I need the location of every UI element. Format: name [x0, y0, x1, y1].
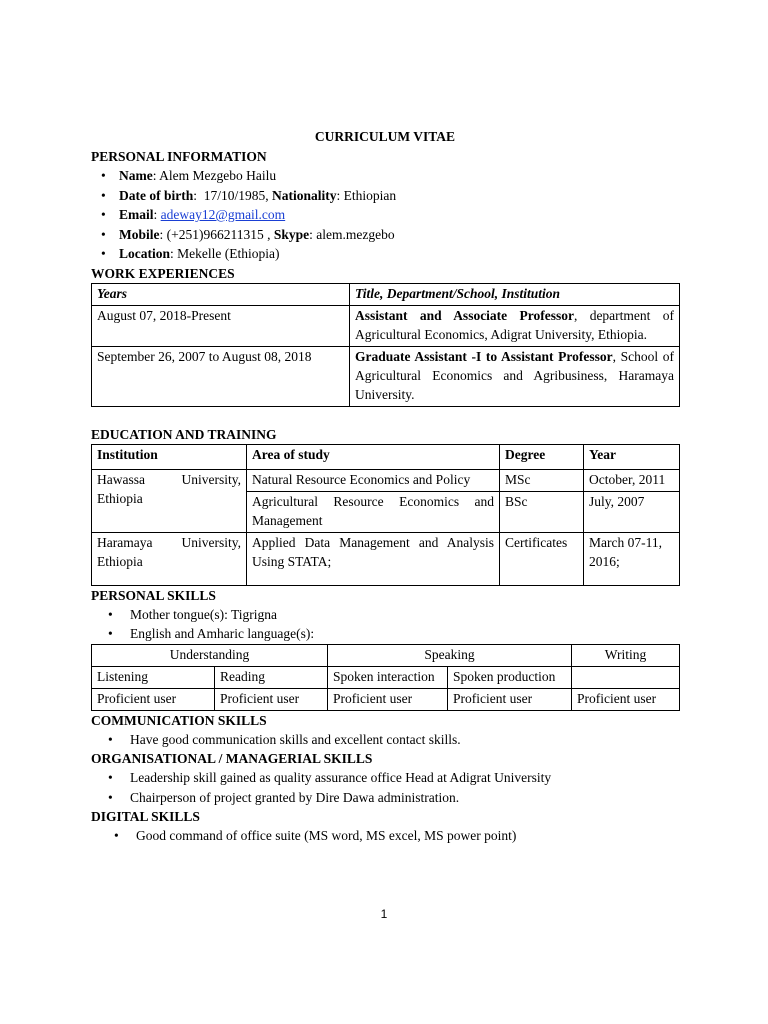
skype-value: : alem.mezgebo — [309, 226, 395, 242]
communication-skills-heading: COMMUNICATION SKILLS — [91, 712, 267, 728]
education-year: March 07-11, 2016; — [584, 532, 680, 585]
communication-skills-list — [91, 730, 679, 750]
skype-label: Skype — [273, 226, 310, 242]
personal-skills-heading: PERSONAL SKILLS — [91, 587, 216, 603]
speaking-header: Speaking — [328, 644, 572, 666]
list-item: • Chairperson of project granted by Dire Dawa administration. — [91, 788, 679, 808]
writing-subheader-empty — [572, 666, 680, 688]
nationality-label: Nationality — [272, 187, 337, 203]
table-row — [92, 688, 680, 710]
listening-level: Proficient user — [92, 688, 215, 710]
dob-label: Date of birth — [119, 187, 194, 203]
table-row — [92, 346, 680, 406]
personal-skills-list — [91, 605, 679, 644]
name-label: Name — [119, 168, 153, 183]
work-experiences-heading: WORK EXPERIENCES — [91, 265, 235, 281]
reading-level: Proficient user — [215, 688, 328, 710]
work-title-rest: , School of Agricultural Economics and Agribusiness, Haramaya University. — [355, 348, 674, 402]
list-item: • Leadership skill gained as quality assurance office Head at Adigrat University — [91, 768, 679, 788]
language-table-groups — [92, 644, 680, 666]
page-number: 1 — [380, 907, 388, 921]
work-title — [350, 305, 680, 346]
work-title-rest: , department of Agricultural Economics, Adigrat University, Ethiopia. — [355, 307, 674, 342]
digital-skills-list — [91, 826, 679, 846]
area-column-header: Area of study — [247, 444, 500, 469]
education-table-header — [92, 444, 680, 469]
education-institution: Hawassa University, Ethiopia — [92, 469, 247, 532]
personal-information-heading: PERSONAL INFORMATION — [91, 149, 267, 164]
listening-header: Listening — [92, 666, 215, 688]
education-year: October, 2011 — [584, 469, 680, 491]
work-years: August 07, 2018-Present — [92, 305, 350, 346]
dob-item — [91, 186, 679, 206]
writing-level: Proficient user — [572, 688, 680, 710]
name-value: : Alem Mezgebo Hailu — [152, 168, 277, 183]
writing-header: Writing — [572, 644, 680, 666]
education-area: Applied Data Management and Analysis Using STATA; — [247, 532, 500, 585]
spoken-production-level: Proficient user — [448, 688, 572, 710]
education-degree: MSc — [500, 469, 584, 491]
education-heading: EDUCATION AND TRAINING — [91, 426, 277, 442]
years-column-header: Years — [92, 283, 350, 305]
digital-skills-heading: DIGITAL SKILLS — [91, 809, 200, 824]
reading-header: Reading — [215, 666, 328, 688]
email-label: Email — [119, 207, 154, 222]
nationality-value: : Ethiopian — [336, 187, 397, 203]
education-degree: BSc — [500, 491, 584, 532]
degree-column-header: Degree — [500, 444, 584, 469]
document-title: CURRICULUM VITAE — [314, 129, 456, 144]
table-row — [92, 532, 680, 585]
education-area: Agricultural Resource Economics and Management — [247, 491, 500, 532]
work-title — [350, 346, 680, 406]
cv-page — [91, 127, 679, 846]
organisational-skills-heading: ORGANISATIONAL / MANAGERIAL SKILLS — [91, 751, 373, 766]
name-item — [91, 166, 679, 186]
list-item: • English and Amharic language(s): — [91, 624, 679, 644]
work-experience-table — [91, 283, 680, 407]
institution-column-header: Institution — [92, 444, 247, 469]
location-label: Location — [119, 246, 171, 261]
table-row — [92, 469, 680, 491]
organisational-skills-list — [91, 768, 679, 807]
dob-value: : 17/10/1985, — [193, 187, 273, 203]
table-row — [92, 305, 680, 346]
list-item: • Mother tongue(s): Tigrigna — [91, 605, 679, 625]
spoken-interaction-level: Proficient user — [328, 688, 448, 710]
location-item — [91, 244, 679, 264]
location-value: : Mekelle (Ethiopia) — [170, 246, 280, 261]
work-title-bold: Graduate Assistant -I to Assistant Professor — [355, 348, 613, 364]
education-degree: Certificates — [500, 532, 584, 585]
email-item — [91, 205, 679, 225]
mobile-label: Mobile — [119, 226, 160, 242]
language-table-subheaders — [92, 666, 680, 688]
mobile-value: : (+251)966211315 , — [159, 226, 274, 242]
spoken-production-header: Spoken production — [448, 666, 572, 688]
title-column-header: Title, Department/School, Institution — [350, 283, 680, 305]
email-link[interactable]: adeway12@gmail.com — [160, 207, 286, 222]
work-table-header — [92, 283, 680, 305]
mobile-item — [91, 225, 679, 245]
work-title-bold: Assistant and Associate Professor — [355, 307, 574, 323]
education-year: July, 2007 — [584, 491, 680, 532]
personal-information-list — [91, 166, 679, 264]
education-table — [91, 444, 680, 586]
education-institution: Haramaya University, Ethiopia — [92, 532, 247, 585]
list-item: • Good command of office suite (MS word, MS excel, MS power point) — [91, 826, 679, 846]
list-item: • Have good communication skills and excellent contact skills. — [91, 730, 679, 750]
education-area: Natural Resource Economics and Policy — [247, 469, 500, 491]
year-column-header: Year — [584, 444, 680, 469]
spoken-interaction-header: Spoken interaction — [328, 666, 448, 688]
language-skills-table — [91, 644, 680, 711]
work-years: September 26, 2007 to August 08, 2018 — [92, 346, 350, 406]
email-separator: : — [153, 207, 161, 222]
understanding-header: Understanding — [92, 644, 328, 666]
